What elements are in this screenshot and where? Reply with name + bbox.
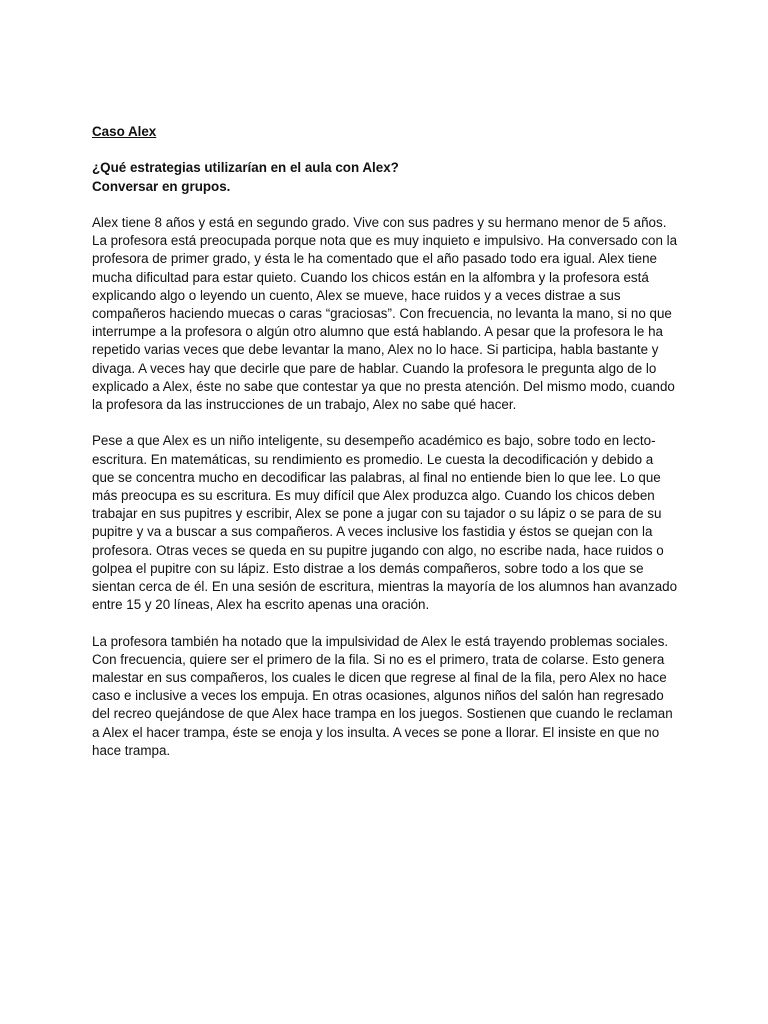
paragraph-social: La profesora también ha notado que la impulsividad de Alex le está trayendo problemas sociales. Con frecuencia, quiere ser el primero de la fila. Si no es el primero, trata de colarse. Esto genera malestar en sus compañeros, los cuales le dicen que regrese al final de la fila, pero Alex no hace caso e inclusive a veces los empuja. En otras ocasiones, algunos niños del salón han regresado del recreo quejándose de que Alex hace trampa en los juegos. Sostienen que cuando le reclaman a Alex el hacer trampa, éste se enoja y los insulta. A veces se pone a llorar. El insiste en que no hace trampa. bbox=[92, 633, 673, 758]
paragraph-academic: Pese a que Alex es un niño inteligente, su desempeño académico es bajo, sobre todo en lecto-escritura. En matemáticas, su rendimiento es promedio. Le cuesta la decodificación y debido a que se concentra mucho en decodificar las palabras, al final no entiende bien lo que lee. Lo que más preocupa es su escritura. Es muy difícil que Alex produzca algo. Cuando los chicos deben trabajar en sus pupitres y escribir, Alex se pone a jugar con su tajador o su lápiz o se para de su pupitre y va a buscar a sus compañeros. A veces inclusive los fastidia y éstos se quejan con la profesora. Otras veces se queda en su pupitre jugando con algo, no escribe nada, hace ruidos o golpea el pupitre con su lápiz. Esto distrae a los demás compañeros, sobre todo a los que se sientan cerca de él. En una sesión de escritura, mientras la mayoría de los alumnos han avanzado entre 15 y 20 líneas, Alex ha escrito apenas una oración. bbox=[92, 433, 678, 613]
question-line-strategies: ¿Qué estrategias utilizarían en el aula con Alex? bbox=[92, 160, 399, 176]
document-body bbox=[92, 123, 678, 778]
paragraph-behavior: Alex tiene 8 años y está en segundo grado. Vive con sus padres y su hermano menor de 5 años. La profesora está preocupada porque nota que es muy inquieto e impulsivo. Ha conversado con la profesora de primer grado, y ésta le ha comentado que el año pasado todo era igual. Alex tiene mucha dificultad para estar quieto. Cuando los chicos están en la alfombra y la profesora está explicando algo o leyendo un cuento, Alex se mueve, hace ruidos y a veces distrae a sus compañeros haciendo muecas o caras “graciosas”. Con frecuencia, no levanta la mano, si no que interrumpe a la profesora o algún otro alumno que está hablando. A pesar que la profesora le ha repetido varias veces que debe levantar la mano, Alex no lo hace. Si participa, habla bastante y divaga. A veces hay que decirle que pare de hablar. Cuando la profesora le pregunta algo de lo explicado a Alex, éste no sabe que contestar ya que no presta atención. Del mismo modo, cuando la profesora da las instrucciones de un trabajo, Alex no sabe qué hacer. bbox=[92, 214, 678, 413]
question-line-groups: Conversar en grupos. bbox=[92, 178, 231, 194]
document-title: Caso Alex bbox=[92, 124, 157, 139]
discussion-questions bbox=[92, 159, 678, 195]
